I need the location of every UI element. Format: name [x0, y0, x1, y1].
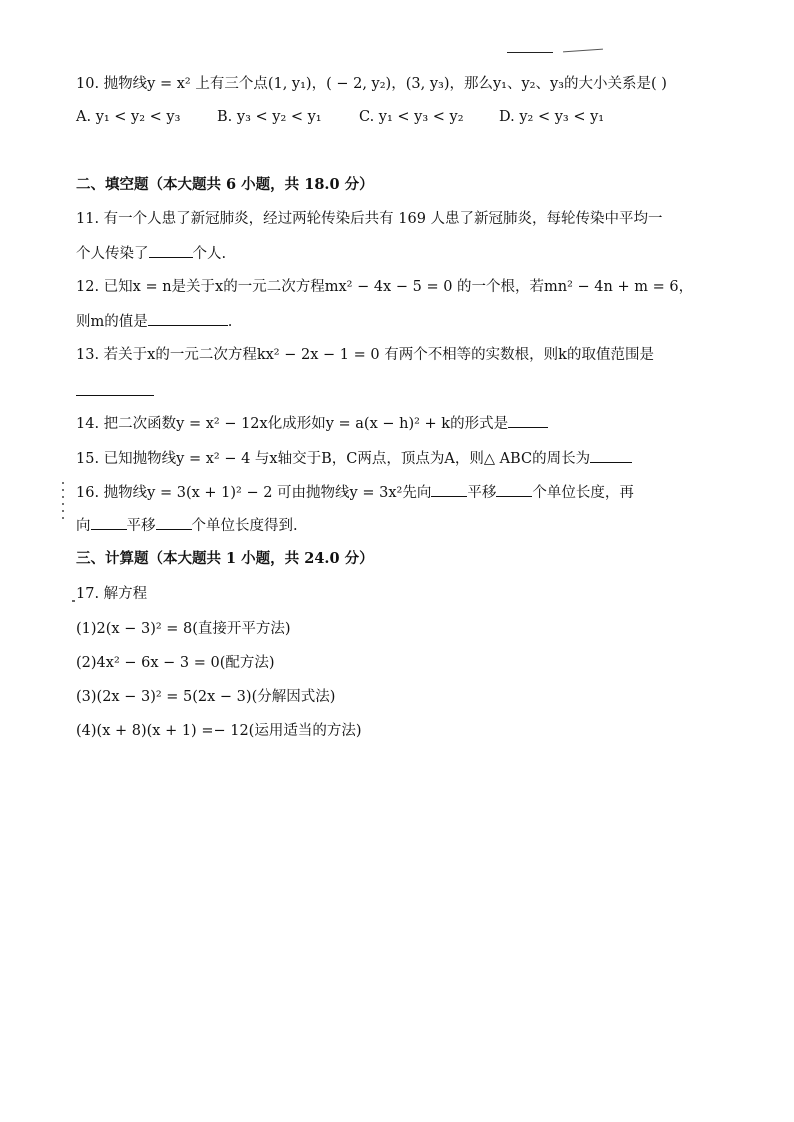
- question-14-text: 14. 把二次函数y = x² − 12x化成形如y = a(x − h)² + k的形式是: [76, 416, 509, 432]
- question-13-line1: 13. 若关于x的一元二次方程kx² − 2x − 1 = 0 有两个不相等的实数根，则k的取值范围是: [76, 347, 654, 363]
- answer-blank[interactable]: [590, 448, 632, 463]
- question-16-line1: [76, 482, 754, 503]
- answer-blank[interactable]: [496, 482, 532, 497]
- option-b: B. y₃ < y₂ < y₁: [217, 109, 322, 125]
- header-rule: [507, 52, 553, 53]
- question-15: [76, 448, 754, 469]
- answer-blank[interactable]: [91, 515, 127, 530]
- question-17-part-4: (4)(x + 8)(x + 1) =− 12(运用适当的方法): [76, 723, 362, 739]
- question-16-line2: [76, 515, 754, 536]
- answer-blank[interactable]: [431, 482, 467, 497]
- answer-blank[interactable]: [508, 413, 548, 428]
- question-16-text: 个单位长度，再: [532, 485, 634, 501]
- question-12-line1: 12. 已知x = n是关于x的一元二次方程mx² − 4x − 5 = 0 的一个根，若mn² − 4n + m = 6，: [76, 279, 694, 295]
- answer-blank[interactable]: [156, 515, 192, 530]
- scan-speck: [72, 600, 75, 602]
- question-12-line2: [76, 311, 754, 332]
- question-10-stem: 10. 抛物线y = x² 上有三个点(1, y₁)，( − 2, y₂)，(3, y₃)，那么y₁、y₂、y₃的大小关系是( ): [76, 76, 667, 92]
- option-a: A. y₁ < y₂ < y₃: [76, 109, 181, 125]
- question-16-text: 个单位长度得到.: [191, 518, 298, 534]
- question-14: [76, 413, 754, 434]
- question-16-text: 向: [76, 518, 91, 534]
- header-rule: [563, 49, 603, 53]
- section-3-title: 三、计算题（本大题共 1 小题，共 24.0 分）: [76, 550, 374, 567]
- question-16-text: 16. 抛物线y = 3(x + 1)² − 2 可由抛物线y = 3x²先向: [76, 485, 432, 501]
- question-16-text: 平移: [467, 485, 497, 501]
- question-17-part-2: (2)4x² − 6x − 3 = 0(配方法): [76, 655, 275, 671]
- question-12-text: .: [227, 314, 233, 330]
- option-c: C. y₁ < y₃ < y₂: [359, 109, 464, 125]
- question-11-line2: [76, 243, 754, 264]
- answer-blank[interactable]: [148, 311, 228, 326]
- answer-blank[interactable]: [149, 243, 193, 258]
- question-17-part-1: (1)2(x − 3)² = 8(直接开平方法): [76, 621, 291, 637]
- option-d: D. y₂ < y₃ < y₁: [499, 109, 605, 125]
- section-2-title: 二、填空题（本大题共 6 小题，共 18.0 分）: [76, 176, 374, 193]
- question-11-text: 个人传染了: [76, 246, 149, 262]
- question-11-text: 个人.: [192, 246, 227, 262]
- binding-margin-dots: [62, 482, 66, 532]
- question-17-stem: 17. 解方程: [76, 586, 148, 602]
- question-11-line1: 11. 有一个人患了新冠肺炎，经过两轮传染后共有 169 人患了新冠肺炎，每轮传染中平均一: [76, 211, 663, 227]
- question-16-text: 平移: [126, 518, 156, 534]
- answer-blank[interactable]: [76, 395, 154, 396]
- question-12-text: 则m的值是: [76, 314, 148, 330]
- question-17-part-3: (3)(2x − 3)² = 5(2x − 3)(分解因式法): [76, 689, 336, 705]
- question-15-text: 15. 已知抛物线y = x² − 4 与x轴交于B，C两点，顶点为A，则△ ABC的周长为: [76, 451, 591, 467]
